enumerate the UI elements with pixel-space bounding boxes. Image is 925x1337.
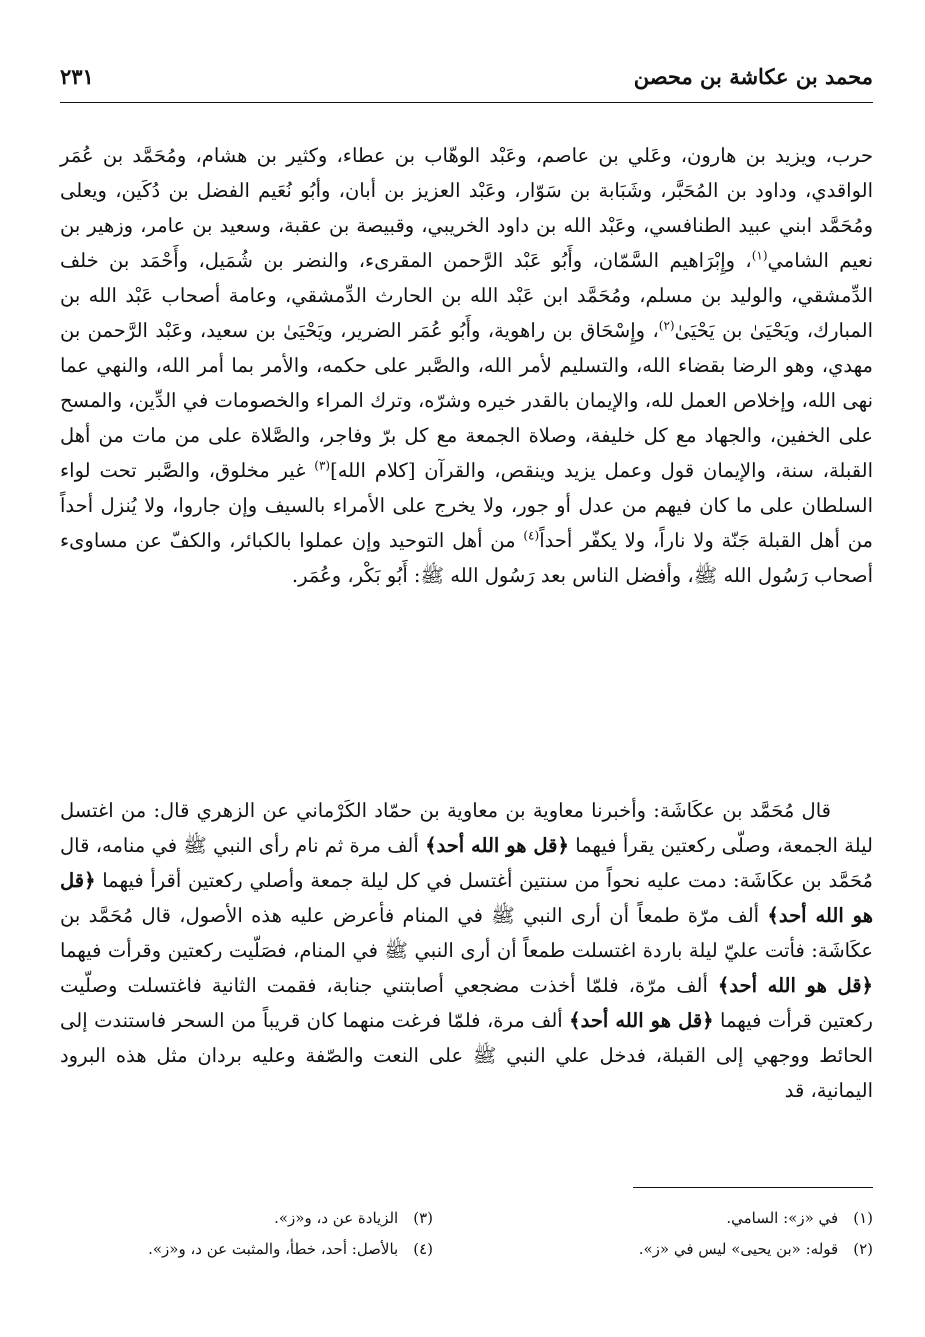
- page-number: ٢٣١: [60, 64, 94, 89]
- footnote-ref-3[interactable]: (٣): [314, 458, 331, 473]
- footnote-column-right: [473, 1203, 873, 1265]
- text-segment: من أهل التوحيد وإن عملوا بالكبائر، والكفّ عن مساوىء أصحاب رَسُول الله ﷺ، وأفضل الناس بعد رَسُول الله ﷺ: أَبُو بَكْر، وعُمَر.: [60, 529, 873, 587]
- page-header: [60, 62, 873, 103]
- running-title: محمد بن عكاشة بن محصن: [633, 64, 873, 89]
- footnote-number: (١): [853, 1209, 873, 1227]
- footnote-3: [43, 1203, 433, 1234]
- paragraph-1: [60, 138, 873, 593]
- quran-verse: ﴿قل هو الله أحد﴾: [717, 974, 873, 997]
- text-segment: حرب، ويزيد بن هارون، وعَلي بن عاصم، وعَبْد الوهّاب بن عطاء، وكثير بن هشام، ومُحَمَّد بن عُمَر الواقدي، وداود بن المُحَبَّر، وشَبَابة بن سَوّار، وعَبْد العزيز بن أبان، وأبُو نُعَيم الفضل بن دُكَين، ويعلى ومُحَمَّد ابني عبيد الطنافسي، وعَبْد الله بن داود الخريبي، وقبيصة بن عقبة، وسعيد بن عامر، وزهير بن نعيم الشامي: [60, 144, 874, 272]
- main-text: [60, 138, 873, 593]
- footnote-divider: [633, 1187, 873, 1188]
- footnote-ref-2[interactable]: (٢): [658, 318, 675, 333]
- text-segment: ألف مرة ثم نام رأى النبي ﷺ في منامه، قال مُحَمَّد بن عكَاشَة: دمت عليه نحواً من سنتين أغتسل في كل ليلة جمعة وأصلي ركعتين أقرأ فيهما: [60, 834, 873, 892]
- footnote-ref-1[interactable]: (١): [751, 248, 768, 263]
- text-segment: ، وإِسْحَاق بن راهوية، وأَبُو عُمَر الضرير، ويَحْيَىٰ بن سعيد، وعَبْد الرَّحمن بن مهدي، وهو الرضا بقضاء الله، والتسليم لأمر الله، والصَّبر على حكمه، والأمر بما أمر الله، والنهي عما نهى الله، وإخلاص العمل لله، والإيمان بالقدر خيره وشرّه، وترك المراء والخصومات في الدِّين، والمسح على الخفين، والجهاد مع كل خليفة، وصلاة الجمعة مع كل برّ وفاجر، والصَّلاة على من مات من أهل القبلة، سنة، والإيمان قول وعمل يزيد وينقص، والقرآن [كلام الله]: [60, 319, 873, 482]
- footnote-4: [43, 1234, 433, 1265]
- footnote-text: بالأصل: أحد، خطأ، والمثبت عن د، و«ز».: [148, 1240, 399, 1258]
- text-segment: ألف مرة، فلمّا فرغت منهما كان قريباً من السحر فاستندت إلى الحائط ووجهي إلى القبلة، فدخل علي النبي ﷺ على النعت والصّفة وعليه بردان مثل هذه البرود اليمانية، قد: [60, 1009, 873, 1102]
- quran-verse: ﴿قل هو الله أحد﴾: [569, 1009, 714, 1032]
- footnote-column-left: [43, 1203, 433, 1265]
- footnote-text: قوله: «بن يحيى» ليس في «ز».: [638, 1240, 839, 1258]
- quran-verse: ﴿قل هو الله أحد﴾: [60, 869, 874, 927]
- footnote-number: (٤): [413, 1240, 433, 1258]
- footnote-text: في «ز»: السامي.: [726, 1209, 839, 1227]
- text-segment: ألف مرّة، فلمّا أخذت مضجعي أصابتني جنابة، فقمت الثانية فاغتسلت وصلّيت ركعتين قرأت فيهما: [60, 974, 873, 1032]
- footnote-ref-4[interactable]: (٤): [523, 528, 540, 543]
- footnote-number: (٣): [413, 1209, 433, 1227]
- footnote-1: [473, 1203, 873, 1234]
- paragraph-2: [60, 793, 873, 1108]
- text-segment: قال مُحَمَّد بن عكَاشَة: وأخبرنا معاوية بن معاوية بن حمّاد الكَرْماني عن الزهري قال: من اغتسل ليلة الجمعة، وصلّى ركعتين يقرأ فيهما: [60, 799, 873, 857]
- footnote-text: الزيادة عن د، و«ز».: [274, 1209, 399, 1227]
- quran-verse: ﴿قل هو الله أحد﴾: [425, 834, 569, 857]
- footnote-number: (٢): [853, 1240, 873, 1258]
- footnote-2: [473, 1234, 873, 1265]
- text-segment: غير مخلوق، والصَّبر تحت لواء السلطان على ما كان فيهم من عدل أو جور، ولا يخرج على الأمراء بالسيف وإن جاروا، ولا يُنزل أحداً من أهل القبلة جَنّة ولا ناراً، ولا يكفّر أحداً: [60, 459, 873, 552]
- text-segment: ألف مرّة طمعاً أن أرى النبي ﷺ في المنام فأعرض عليه هذه الأصول، قال مُحَمَّد بن عكَاشَة: فأتت عليّ ليلة باردة اغتسلت طمعاً أن أرى النبي ﷺ في المنام، فصَلّيت ركعتين وقرأت فيهما: [60, 904, 873, 962]
- text-segment: ، وإِبْرَاهيم السَّمّان، وأَبُو عَبْد الرَّحمن المقرىء، والنضر بن شُمَيل، وأَحْمَد بن خلف الدِّمشقي، والوليد بن مسلم، ومُحَمَّد ابن عَبْد الله بن الحارث الدِّمشقي، وعامة أصحاب عَبْد الله بن المبارك، ويَحْيَىٰ بن يَحْيَىٰ: [60, 249, 873, 342]
